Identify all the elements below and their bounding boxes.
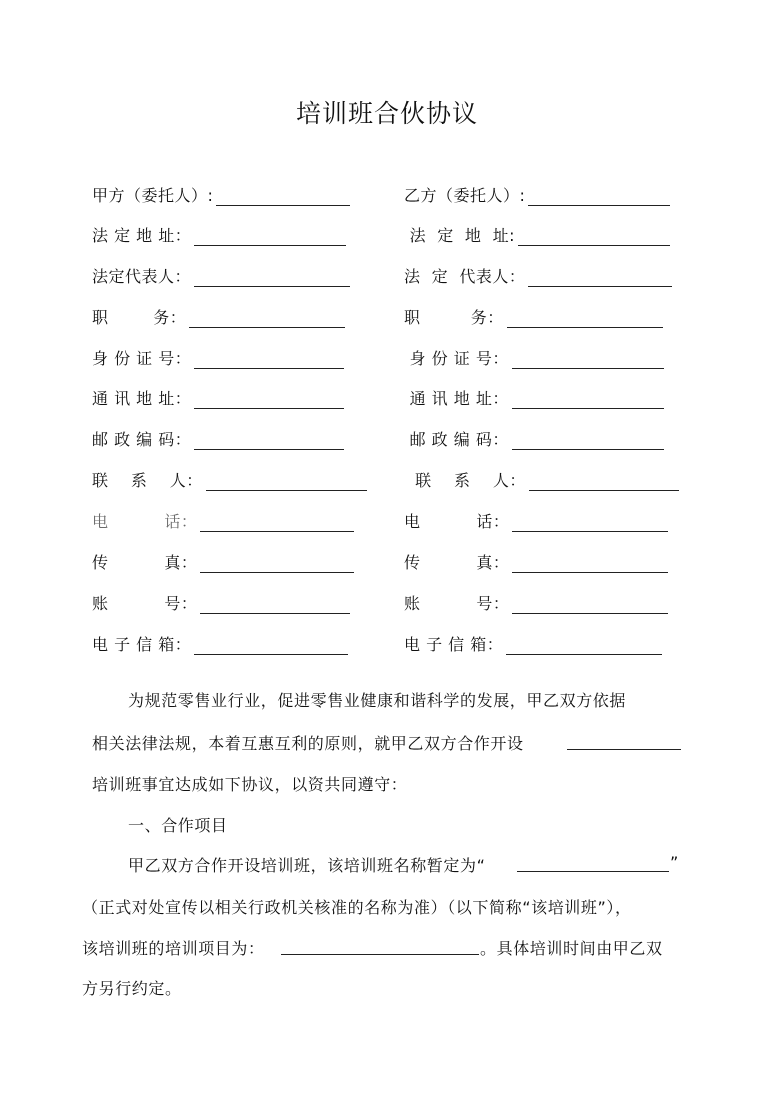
form-row-contact	[92, 465, 692, 491]
mail-address-a-label: 通 讯 地 址：	[92, 389, 192, 408]
postcode-b-field[interactable]	[512, 431, 664, 450]
training-project-blank[interactable]	[281, 953, 479, 955]
mail-address-b-label: 通 讯 地 址：	[404, 389, 509, 408]
id-number-a-label: 身 份 证 号：	[92, 349, 192, 368]
class-name-blank[interactable]	[517, 870, 669, 872]
fax-b-field[interactable]	[512, 554, 668, 573]
contact-b-label: 联 系 人：	[404, 471, 526, 490]
quote-close: ”	[670, 853, 679, 872]
form-row-position	[92, 302, 692, 328]
paragraph-1-line-1: 为规范零售业行业，促进零售业健康和谐科学的发展，甲乙双方依据	[128, 691, 627, 710]
form-row-id	[92, 343, 692, 369]
fax-b-label: 传 真：	[404, 553, 510, 572]
paragraph-2-line-2: （正式对处宣传以相关行政机关核准的名称为准）（以下简称“该培训班”），	[82, 898, 632, 917]
postcode-a-label: 邮 政 编 码：	[92, 430, 192, 449]
mail-address-a-field[interactable]	[194, 390, 344, 409]
fax-a-label: 传 真：	[92, 553, 198, 572]
email-b-field[interactable]	[506, 636, 662, 655]
contact-a-label: 联 系 人：	[92, 471, 203, 490]
postcode-a-field[interactable]	[194, 431, 344, 450]
paragraph-2-line-4: 方另行约定。	[82, 979, 182, 998]
form-row-phone	[92, 506, 692, 532]
position-b-field[interactable]	[507, 309, 663, 328]
account-b-field[interactable]	[512, 595, 668, 614]
fax-a-field[interactable]	[200, 554, 354, 573]
mail-address-b-field[interactable]	[512, 390, 664, 409]
account-a-field[interactable]	[200, 595, 350, 614]
email-a-field[interactable]	[194, 636, 348, 655]
form-row-address	[92, 220, 692, 246]
form-row-representative	[92, 261, 692, 287]
position-b-label: 职 务：	[404, 308, 504, 327]
postcode-b-label: 邮 政 编 码：	[404, 430, 509, 449]
cooperation-item-blank[interactable]	[567, 748, 681, 750]
paragraph-1-line-2: 相关法律法规，本着互惠互利的原则，就甲乙双方合作开设	[92, 734, 524, 753]
section-heading-cooperation: 一、合作项目	[128, 816, 228, 835]
account-a-label: 账 号：	[92, 594, 198, 613]
form-row-mail-address	[92, 383, 692, 409]
position-a-field[interactable]	[189, 309, 345, 328]
form-row-email	[92, 629, 692, 655]
paragraph-2-line-3a: 该培训班的培训项目为：	[82, 939, 265, 958]
representative-b-field[interactable]	[528, 268, 672, 287]
representative-a-field[interactable]	[194, 268, 350, 287]
form-row-fax	[92, 547, 692, 573]
id-number-b-field[interactable]	[512, 350, 664, 369]
legal-address-a-field[interactable]	[194, 227, 346, 246]
party-a-label: 甲方（委托人）:	[92, 186, 214, 205]
contact-a-field[interactable]	[206, 472, 367, 491]
paragraph-1-line-3: 培训班事宜达成如下协议，以资共同遵守：	[92, 775, 408, 794]
representative-a-label: 法定代表人：	[92, 267, 192, 286]
paragraph-2-line-1: 甲乙双方合作开设培训班，该培训班名称暂定为“	[128, 856, 486, 875]
id-number-a-field[interactable]	[194, 350, 344, 369]
party-b-field[interactable]	[528, 187, 670, 206]
id-number-b-label: 身 份 证 号：	[404, 349, 509, 368]
representative-b-label: 法 定 代表人：	[404, 267, 526, 286]
phone-b-field[interactable]	[512, 513, 668, 532]
phone-b-label: 电 话：	[404, 512, 510, 531]
legal-address-b-label: 法 定 地 址:	[404, 226, 515, 245]
email-a-label: 电 子 信 箱：	[92, 635, 192, 654]
account-b-label: 账 号：	[404, 594, 510, 613]
phone-a-field[interactable]	[200, 513, 354, 532]
form-row-party	[92, 180, 692, 206]
document-title: 培训班合伙协议	[295, 99, 478, 128]
party-a-field[interactable]	[216, 187, 350, 206]
form-row-account	[92, 588, 692, 614]
paragraph-2-line-3b: 。具体培训时间由甲乙双	[480, 939, 663, 958]
contact-b-field[interactable]	[529, 472, 679, 491]
position-a-label: 职 务：	[92, 308, 187, 327]
party-b-label: 乙方（委托人）:	[404, 186, 526, 205]
email-b-label: 电 子 信 箱：	[404, 635, 504, 654]
legal-address-b-field[interactable]	[518, 227, 670, 246]
legal-address-a-label: 法 定 地 址：	[92, 226, 192, 245]
phone-a-label: 电 话：	[92, 512, 198, 531]
form-row-postcode	[92, 424, 692, 450]
